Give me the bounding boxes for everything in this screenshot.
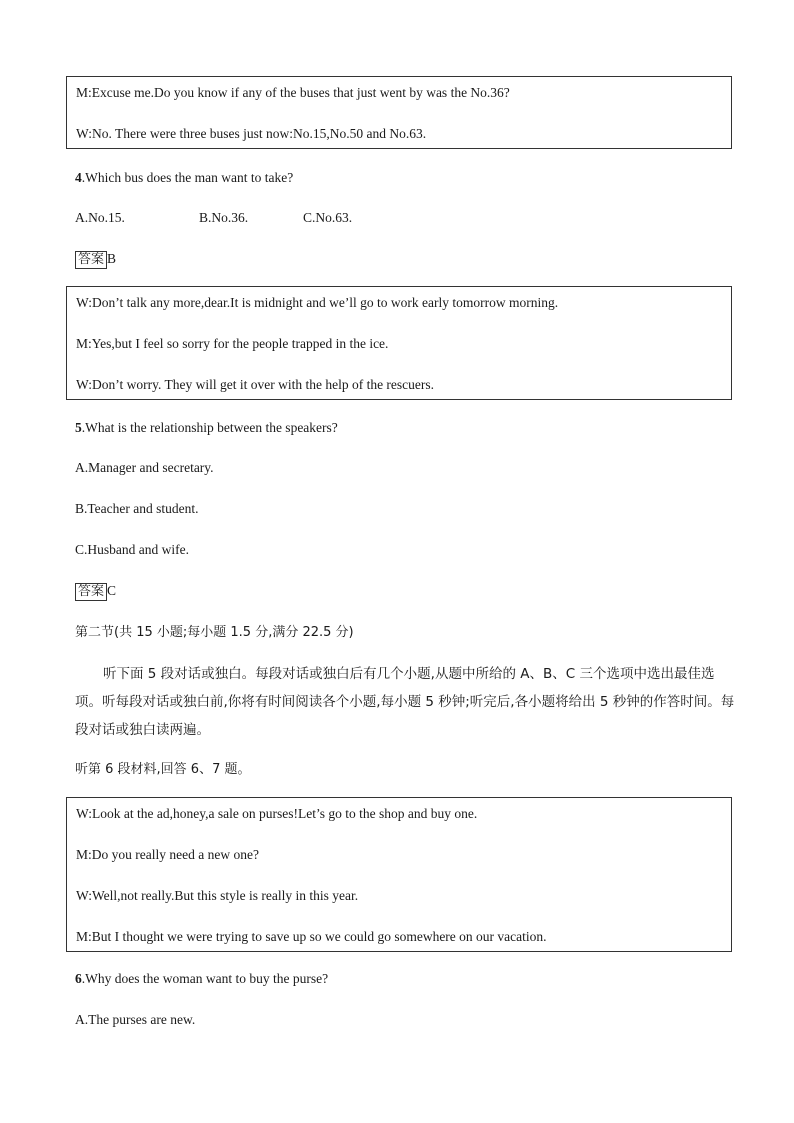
dialogue-line: M:Yes,but I feel so sorry for the people trapped in the ice. [76,336,389,351]
dialogue-line: W:Don’t worry. They will get it over with the help of the rescuers. [76,377,435,392]
answer-5 [75,582,116,601]
dialogue-line: W:Look at the ad,honey,a sale on purses!Let’s go to the shop and buy one. [76,806,478,821]
question-6-option-a: A.The purses are new. [75,1012,196,1027]
question-5-option-c: C.Husband and wife. [75,542,189,557]
question-number: 6 [75,971,82,986]
material-note: 听第 6 段材料,回答 6、7 题。 [75,762,251,777]
question-4-option-c: C.No.63. [303,210,353,225]
dialogue-line: W:Don’t talk any more,dear.It is midnight and we’ll go to work early tomorrow morning. [76,295,559,310]
instructions-text: 听下面 5 段对话或独白。每段对话或独白后有几个小题,从题中所给的 A、B、C 三个选项中选出最佳选项。听每段对话或独白前,你将有时间阅读各个小题,每小题 5 秒钟;听完后,各小题将给出 5 秒钟的作答时间。每段对话或独白读两遍。 [75,666,735,738]
dialogue-box-q6 [66,797,732,952]
answer-4 [75,250,116,269]
answer-value: B [107,251,117,266]
question-number: 5 [75,420,82,435]
section-instructions [75,660,735,744]
dialogue-line: W:Well,not really.But this style is really in this year. [76,888,359,903]
dialogue-line: M:Excuse me.Do you know if any of the buses that just went by was the No.36? [76,85,510,100]
answer-label: 答案 [75,583,107,601]
question-4-option-a: A.No.15. [75,210,125,225]
dialogue-line: M:But I thought we were trying to save up so we could go somewhere on our vacation. [76,929,547,944]
question-5-option-b: B.Teacher and student. [75,501,199,516]
answer-value: C [107,583,117,598]
dialogue-box-q4 [66,76,732,149]
section-heading: 第二节(共 15 小题;每小题 1.5 分,满分 22.5 分) [75,625,354,640]
question-stem: .Why does the woman want to buy the purse? [81,971,329,986]
question-4-option-b: B.No.36. [199,210,249,225]
question-stem: .What is the relationship between the speakers? [81,420,338,435]
question-5 [75,420,338,436]
question-5-option-a: A.Manager and secretary. [75,460,214,475]
dialogue-line: M:Do you really need a new one? [76,847,259,862]
answer-label: 答案 [75,251,107,269]
question-stem: .Which bus does the man want to take? [81,170,294,185]
question-6 [75,971,328,987]
dialogue-line: W:No. There were three buses just now:No.15,No.50 and No.63. [76,126,427,141]
question-4 [75,170,293,186]
question-number: 4 [75,170,82,185]
dialogue-box-q5 [66,286,732,400]
